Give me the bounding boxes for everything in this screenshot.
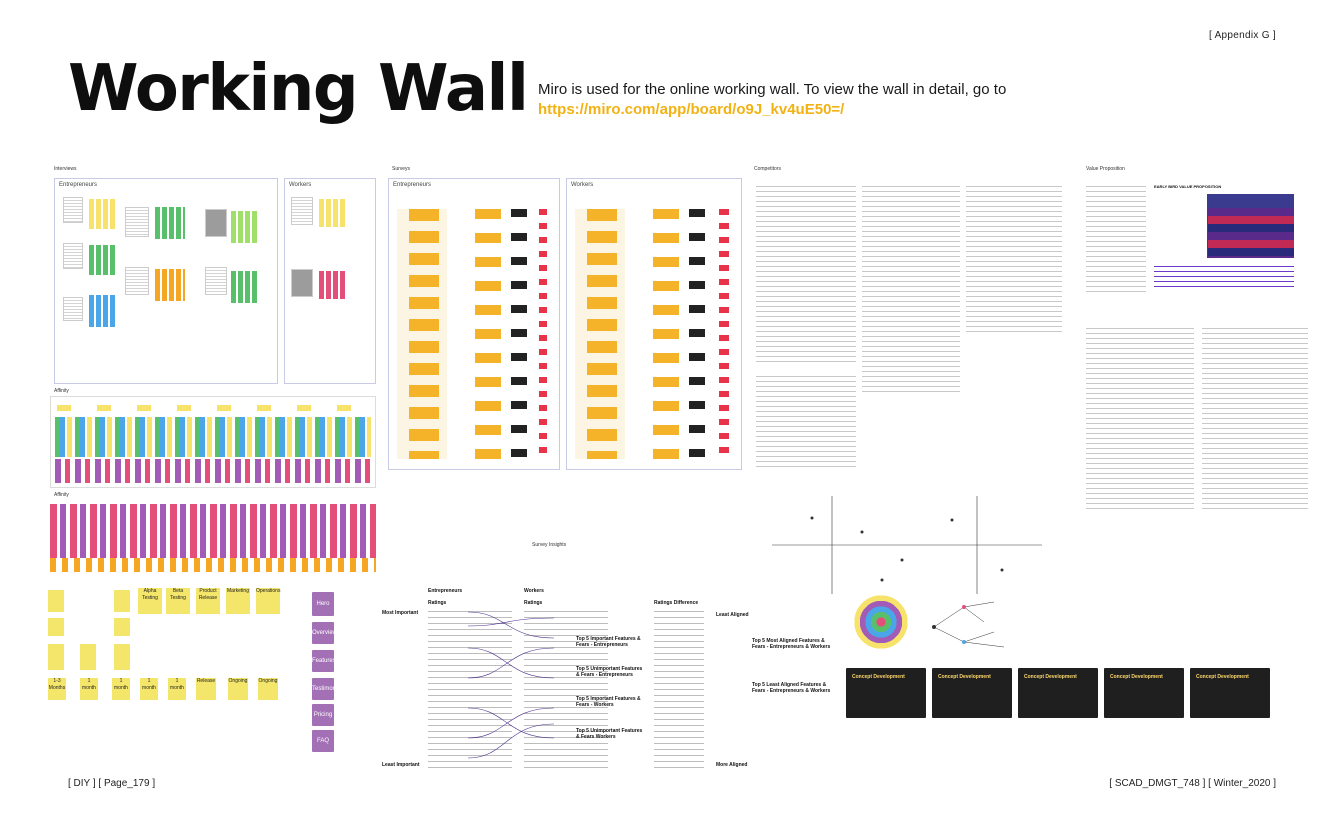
top5-unimportant-workers: Top 5 Unimportant Features & Fears Workers <box>576 728 643 740</box>
competitor-notes <box>756 374 856 470</box>
milestone-alpha: Alpha Testing <box>138 588 162 614</box>
interview-doc <box>63 197 83 223</box>
roadmap-note <box>114 590 130 612</box>
duration-ongoing-1: Ongoing <box>228 678 248 700</box>
roadmap-note <box>114 618 130 636</box>
competitor-notes <box>1202 326 1308 512</box>
interview-doc <box>125 267 149 295</box>
ratings-label: Ratings <box>428 600 447 606</box>
roadmap-note <box>48 644 64 670</box>
duration-4: 1 month <box>140 678 158 700</box>
competitor-notes <box>862 184 960 394</box>
duration-2: 1 month <box>80 678 98 700</box>
interview-doc <box>205 267 227 295</box>
value-prop-title: EARLY BIRD VALUE PROPOSITION <box>1154 184 1222 189</box>
sticky-cluster <box>89 199 115 229</box>
least-important-label: Least Important <box>382 762 420 768</box>
section-interviews: Interviews <box>54 166 77 172</box>
intro-text <box>538 80 1058 120</box>
milestone-marketing: Marketing <box>226 588 250 614</box>
appendix-label: [ Appendix G ] <box>1208 30 1276 41</box>
interview-doc <box>291 197 313 225</box>
working-wall-board <box>46 160 1298 770</box>
sticky-cluster <box>319 199 345 227</box>
milestone-release: Product Release <box>196 588 220 614</box>
tab-features: Features <box>312 650 334 672</box>
competitor-notes <box>1086 326 1194 512</box>
milestone-beta: Beta Testing <box>166 588 190 614</box>
survey-bars <box>587 209 617 459</box>
more-aligned-label: More Aligned <box>716 762 748 768</box>
sticky-cluster <box>89 295 115 327</box>
miro-board-link[interactable]: https://miro.com/app/board/o9J_kv4uE50=/ <box>538 101 845 118</box>
interviews-workers-frame[interactable] <box>284 178 376 384</box>
tab-faq: FAQ <box>312 730 334 752</box>
col-workers: Workers <box>524 588 544 594</box>
section-value-proposition: Value Proposition <box>1086 166 1125 172</box>
frame-title: Workers <box>289 182 312 188</box>
sticky-cluster <box>155 269 185 301</box>
concept-tree <box>924 592 1034 662</box>
page-title: Working Wall <box>68 52 528 126</box>
duration-3: 1 month <box>112 678 130 700</box>
affinity-headers <box>57 405 371 411</box>
concept-title: Concept Development <box>1110 674 1163 680</box>
col-entrepreneurs: Entrepreneurs <box>428 588 463 594</box>
sticky-cluster <box>319 271 345 299</box>
competitor-notes <box>756 184 856 364</box>
tab-pricing: Pricing <box>312 704 334 726</box>
competitive-map <box>762 490 1052 600</box>
duration-release: Release <box>196 678 216 700</box>
competitor-notes <box>966 184 1062 334</box>
surveys-entrepreneurs-frame[interactable] <box>388 178 560 470</box>
interview-doc <box>63 243 83 269</box>
sticky-cluster <box>89 245 115 275</box>
tab-testimonials: Testimonials <box>312 678 334 700</box>
affinity-board-1[interactable] <box>50 396 376 488</box>
affinity-row <box>50 558 376 572</box>
duration-1: 1-3 Months <box>48 678 66 700</box>
footer-right: [ SCAD_DMGT_748 ] [ Winter_2020 ] <box>1109 778 1276 789</box>
top5-least-aligned: Top 5 Least Aligned Features & Fears - Entrepreneurs & Workers <box>752 682 831 694</box>
sticky-cluster <box>155 207 185 239</box>
section-affinity-2: Affinity <box>54 492 69 498</box>
surveys-workers-frame[interactable] <box>566 178 742 470</box>
ratings-list-difference <box>654 608 704 768</box>
concept-title: Concept Development <box>852 674 905 680</box>
footer-left: [ DIY ] [ Page_179 ] <box>68 778 156 789</box>
concept-card[interactable] <box>1104 668 1184 718</box>
concept-card[interactable] <box>932 668 1012 718</box>
top5-unimportant-entrepreneurs: Top 5 Unimportant Features & Fears - Entrepreneurs <box>576 666 643 678</box>
concept-title: Concept Development <box>1196 674 1249 680</box>
roadmap-note <box>48 618 64 636</box>
least-aligned-label: Least Aligned <box>716 612 749 618</box>
frame-title: Workers <box>571 182 594 188</box>
frame-title: Entrepreneurs <box>393 182 432 188</box>
interviews-entrepreneurs-frame[interactable] <box>54 178 278 384</box>
interview-scan <box>291 269 313 297</box>
interview-scan <box>205 209 227 237</box>
survey-bars <box>689 209 705 459</box>
roadmap-note <box>80 644 96 670</box>
duration-ongoing-2: Ongoing <box>258 678 278 700</box>
section-competitors: Competitors <box>754 166 781 172</box>
sticky-cluster <box>231 211 259 243</box>
most-important-label: Most Important <box>382 610 419 616</box>
roadmap-note <box>48 590 64 612</box>
value-prop-statement <box>1154 264 1294 290</box>
ratings-connection-lines <box>466 608 556 768</box>
concept-cluster <box>846 592 916 652</box>
tab-hero: Hero <box>312 592 334 616</box>
survey-flags <box>719 209 729 459</box>
ratings-label-2: Ratings <box>524 600 543 606</box>
top5-important-workers: Top 5 Important Features & Fears - Workers <box>576 696 641 708</box>
frame-title: Entrepreneurs <box>59 182 98 188</box>
interview-doc <box>125 207 149 237</box>
concept-title: Concept Development <box>938 674 991 680</box>
concept-title: Concept Development <box>1024 674 1077 680</box>
intro-sentence: Miro is used for the online working wall. To view the wall in detail, go to <box>538 81 1007 98</box>
interview-doc <box>63 297 83 321</box>
affinity-stickies-2 <box>50 504 376 558</box>
section-affinity-1: Affinity <box>54 388 69 394</box>
roadmap-note <box>114 644 130 670</box>
concept-card[interactable] <box>1190 668 1270 718</box>
value-prop-grid <box>1208 208 1294 258</box>
affinity-stickies <box>55 459 371 483</box>
concept-card[interactable] <box>1018 668 1098 718</box>
affinity-stickies <box>55 417 371 457</box>
duration-5: 1 month <box>168 678 186 700</box>
survey-bars <box>409 209 439 459</box>
tab-overview: Overview <box>312 622 334 644</box>
value-prop-notes <box>1086 184 1146 294</box>
sticky-cluster <box>231 271 259 303</box>
section-survey-insights: Survey Insights <box>532 542 567 548</box>
survey-flags <box>539 209 547 459</box>
survey-bars <box>653 209 679 459</box>
top5-most-aligned: Top 5 Most Aligned Features & Fears - Entrepreneurs & Workers <box>752 638 831 650</box>
milestone-operations: Operations <box>256 588 280 614</box>
top5-important-entrepreneurs: Top 5 Important Features & Fears - Entrepreneurs <box>576 636 641 648</box>
section-surveys: Surveys <box>392 166 411 172</box>
concept-card[interactable] <box>846 668 926 718</box>
survey-bars <box>475 209 501 459</box>
survey-bars <box>511 209 527 459</box>
ratings-difference-label: Ratings Difference <box>654 600 699 606</box>
